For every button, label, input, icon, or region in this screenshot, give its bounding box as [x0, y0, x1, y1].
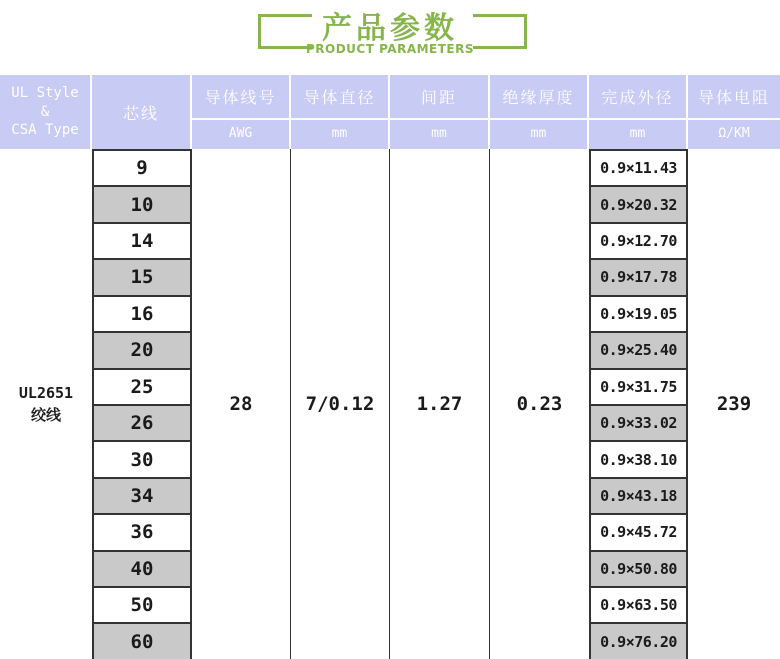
finished-od-cell: 0.9×50.80 — [591, 550, 686, 586]
finished-od-cell: 0.9×33.02 — [591, 404, 686, 440]
header-finished-od — [589, 75, 688, 149]
finished-od-cell: 0.9×63.50 — [591, 586, 686, 622]
header-cores-label: 芯线 — [122, 103, 159, 123]
od-column — [589, 149, 688, 659]
header-conductor-diameter — [291, 75, 390, 149]
header-conductor-diameter-unit: mm — [331, 126, 348, 141]
finished-od-cell: 0.9×31.75 — [591, 368, 686, 404]
header-pitch-label: 间距 — [390, 75, 488, 120]
ul-style-value-cell — [0, 149, 92, 659]
ul-style-value: UL2651 绞线 — [18, 383, 74, 424]
cores-cell: 15 — [94, 258, 190, 294]
cores-cell: 16 — [94, 295, 190, 331]
finished-od-cell: 0.9×45.72 — [591, 513, 686, 549]
header-conductor-resistance-label: 导体电阻 — [688, 75, 780, 120]
cores-column — [92, 149, 192, 659]
header-ul-style-label: UL Style & CSA Type — [11, 84, 79, 139]
finished-od-cell: 0.9×20.32 — [591, 185, 686, 221]
cores-cell: 25 — [94, 368, 190, 404]
header-finished-od-label: 完成外径 — [589, 75, 686, 120]
header-conductor-resistance-unit: Ω/KM — [718, 126, 750, 141]
header-wire-gauge-unit: AWG — [228, 126, 253, 141]
finished-od-cell: 0.9×43.18 — [591, 477, 686, 513]
header-wire-gauge — [192, 75, 291, 149]
cores-cell: 10 — [94, 185, 190, 221]
header-pitch — [390, 75, 490, 149]
cores-cell: 40 — [94, 550, 190, 586]
header-finished-od-unit: mm — [629, 126, 646, 141]
cores-cell: 30 — [94, 440, 190, 476]
resistance-value-cell — [688, 149, 780, 659]
header-conductor-resistance — [688, 75, 780, 149]
finished-od-cell: 0.9×76.20 — [591, 622, 686, 658]
cores-cell: 60 — [94, 622, 190, 658]
table-header-row — [0, 75, 780, 149]
title-section — [0, 0, 780, 75]
finished-od-cell: 0.9×19.05 — [591, 295, 686, 331]
cores-cell: 20 — [94, 331, 190, 367]
header-insulation-thickness-unit: mm — [530, 126, 547, 141]
page-subtitle: PRODUCT PARAMETERS — [305, 42, 475, 56]
header-pitch-unit: mm — [431, 126, 447, 141]
cores-cell: 9 — [94, 149, 190, 185]
diameter-value-cell — [291, 149, 390, 659]
header-insulation-thickness — [490, 75, 589, 149]
finished-od-cell: 0.9×11.43 — [591, 149, 686, 185]
cores-cell: 14 — [94, 222, 190, 258]
header-cores — [92, 75, 192, 149]
insulation-value-cell — [490, 149, 589, 659]
awg-value-cell — [192, 149, 291, 659]
finished-od-cell: 0.9×38.10 — [591, 440, 686, 476]
awg-value: 28 — [229, 393, 253, 415]
pitch-value-cell — [390, 149, 490, 659]
cores-cell: 50 — [94, 586, 190, 622]
header-insulation-thickness-label: 绝缘厚度 — [490, 75, 587, 120]
finished-od-cell: 0.9×17.78 — [591, 258, 686, 294]
finished-od-cell: 0.9×12.70 — [591, 222, 686, 258]
header-wire-gauge-label: 导体线号 — [192, 75, 289, 120]
table-body — [0, 149, 780, 659]
pitch-value: 1.27 — [416, 393, 463, 415]
finished-od-cell: 0.9×25.40 — [591, 331, 686, 367]
cores-cell: 26 — [94, 404, 190, 440]
insulation-value: 0.23 — [516, 393, 563, 415]
diameter-value: 7/0.12 — [305, 393, 375, 415]
page-title: 产品参数 — [322, 11, 458, 46]
resistance-value: 239 — [716, 393, 752, 415]
header-conductor-diameter-label: 导体直径 — [291, 75, 388, 120]
cores-cell: 36 — [94, 513, 190, 549]
cores-cell: 34 — [94, 477, 190, 513]
header-ul-style — [0, 75, 92, 149]
